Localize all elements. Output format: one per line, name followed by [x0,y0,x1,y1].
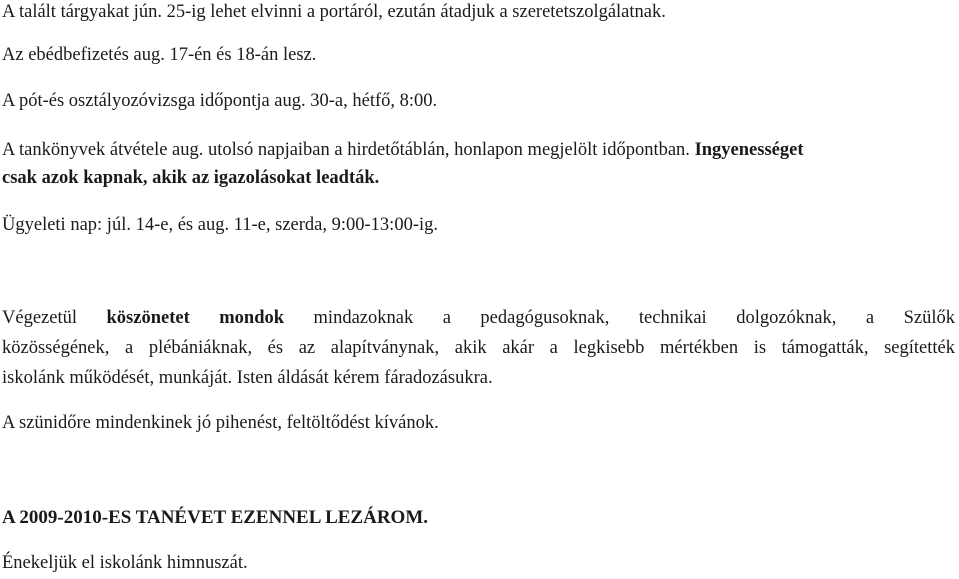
lost-items-notice: A talált tárgyakat jún. 25-ig lehet elvinni a portáról, ezután átadjuk a szeretetszolgálatnak. [2,2,666,22]
thanks-line-2: közösségének, a plébániáknak, és az alapítványnak, akik akár a legkisebb mértékben is támogatták, segítették [2,338,955,358]
textbook-notice-text: A tankönyvek átvétele aug. utolsó napjaiban a hirdetőtáblán, honlapon megjelölt időpontban. [2,140,690,160]
school-year-closing-heading: A 2009-2010-ES TANÉVET EZENNEL LEZÁROM. [2,507,429,528]
duty-day-notice: Ügyeleti nap: júl. 14-e, és aug. 11-e, szerda, 9:00-13:00-ig. [2,215,438,235]
lunch-payment-notice: Az ebédbefizetés aug. 17-én és 18-án lesz. [2,45,317,65]
holiday-wish: A szünidőre mindenkinek jó pihenést, feltöltődést kívánok. [2,413,439,433]
textbook-notice-emphasis: Ingyenességet [694,140,804,160]
thanks-emphasis: köszönetet mondok [106,308,285,328]
thanks-line-3: iskolánk működését, munkáját. Isten áldását kérem fáradozásukra. [2,368,493,388]
thanks-recipients: mindazoknak a pedagógusoknak, technikai dolgozóknak, a Szülők [313,308,956,328]
textbook-notice [2,140,804,160]
exam-date-notice [2,91,437,111]
anthem-invitation: Énekeljük el iskolánk himnuszát. [2,553,248,573]
free-textbook-condition [2,168,379,188]
thanks-intro: Végezetül [2,308,77,328]
thanks-line-1 [2,308,955,328]
free-textbook-condition-text: csak azok kapnak, akik az igazolásokat leadták. [2,168,380,188]
exam-date-text: A pót-és osztályozóvizsga időpontja aug. 30-a, hétfő, 8:00. [2,91,438,111]
